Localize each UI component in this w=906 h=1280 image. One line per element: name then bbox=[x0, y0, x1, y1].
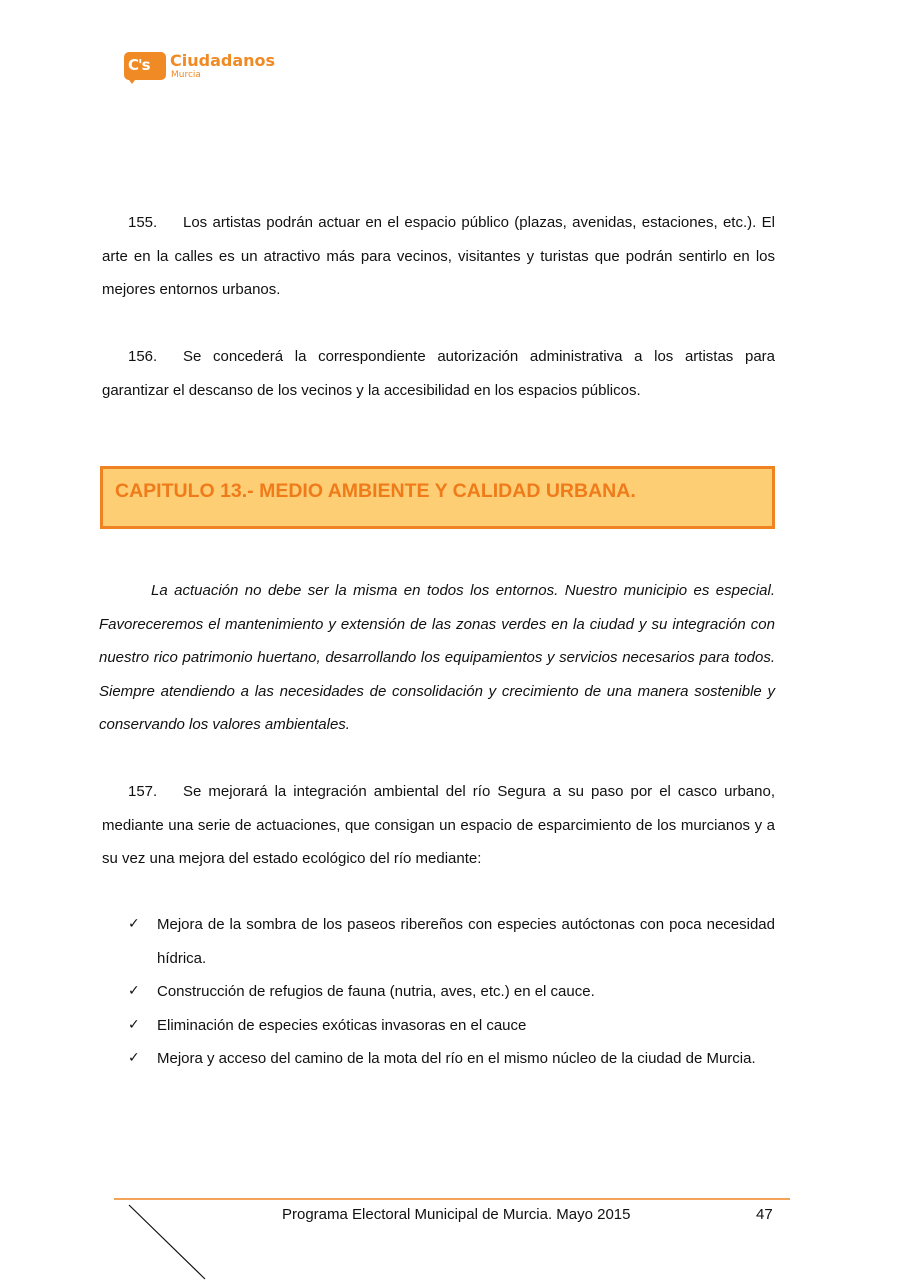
chapter-intro bbox=[99, 574, 775, 742]
checklist-item-text: Construcción de refugios de fauna (nutria, aves, etc.) en el cauce. bbox=[157, 983, 595, 1000]
paragraph-text: Los artistas podrán actuar en el espacio público (plazas, avenidas, estaciones, etc.). El arte en la calles es un atractivo más para vecinos, visitantes y turistas que podrán sentirlo en los mejores entornos urbanos. bbox=[102, 214, 775, 298]
checkmark-icon: ✓ bbox=[128, 1016, 140, 1033]
logo-badge-text: C's bbox=[128, 56, 150, 74]
footer-text: Programa Electoral Municipal de Murcia. Mayo 2015 bbox=[282, 1206, 631, 1223]
paragraph-155 bbox=[102, 206, 775, 307]
logo-subtitle: Murcia bbox=[171, 70, 201, 80]
paragraph-text: Se concederá la correspondiente autorización administrativa a los artistas para garantizar el descanso de los vecinos y la accesibilidad en los espacios públicos. bbox=[102, 348, 775, 399]
checklist-item-text: Mejora y acceso del camino de la mota del río en el mismo núcleo de la ciudad de Murcia. bbox=[157, 1050, 756, 1067]
paragraph-157 bbox=[102, 775, 775, 876]
checklist-item bbox=[128, 908, 775, 975]
checkmark-icon: ✓ bbox=[128, 1050, 140, 1066]
checklist-item-text: Mejora de la sombra de los paseos ribereños con especies autóctonas con poca necesidad hídrica. bbox=[157, 916, 775, 967]
page-number: 47 bbox=[756, 1206, 773, 1223]
paragraph-number: 156. bbox=[128, 348, 158, 365]
checklist-item bbox=[128, 1042, 775, 1076]
ciudadanos-logo bbox=[124, 50, 274, 86]
checkmark-icon: ✓ bbox=[128, 916, 140, 932]
checklist-item bbox=[128, 1009, 775, 1043]
chapter-title: CAPITULO 13.- MEDIO AMBIENTE Y CALIDAD URBANA. bbox=[115, 480, 636, 502]
logo-speech-tail bbox=[126, 76, 138, 84]
paragraph-156 bbox=[102, 340, 775, 407]
logo-name: Ciudadanos bbox=[170, 51, 276, 70]
paragraph-number: 155. bbox=[128, 214, 158, 231]
chapter-heading-box bbox=[100, 466, 775, 529]
paragraph-number: 157. bbox=[128, 783, 158, 800]
footer-rule bbox=[114, 1198, 790, 1200]
chapter-intro-text: La actuación no debe ser la misma en todos los entornos. Nuestro municipio es especial. Favoreceremos el mantenimiento y extensión de las zonas verdes en la ciudad y su integración con nuestro rico patrimonio huertano, desarrollando los equipamientos y servicios necesarios para todos. Siempre atendiendo a las necesidades de consolidación y crecimiento de una manera sostenible y conservando los valores ambientales. bbox=[99, 582, 775, 733]
checklist-item bbox=[128, 975, 775, 1009]
checklist-item-text: Eliminación de especies exóticas invasoras en el cauce bbox=[157, 1016, 527, 1034]
paragraph-text: Se mejorará la integración ambiental del río Segura a su paso por el casco urbano, mediante una serie de actuaciones, que consigan un espacio de esparcimiento de los murcianos y a su vez una mejora del estado ecológico del río mediante: bbox=[102, 783, 775, 867]
measures-checklist bbox=[128, 908, 775, 1076]
footer-diagonal-line bbox=[128, 1204, 208, 1280]
checkmark-icon: ✓ bbox=[128, 983, 140, 999]
